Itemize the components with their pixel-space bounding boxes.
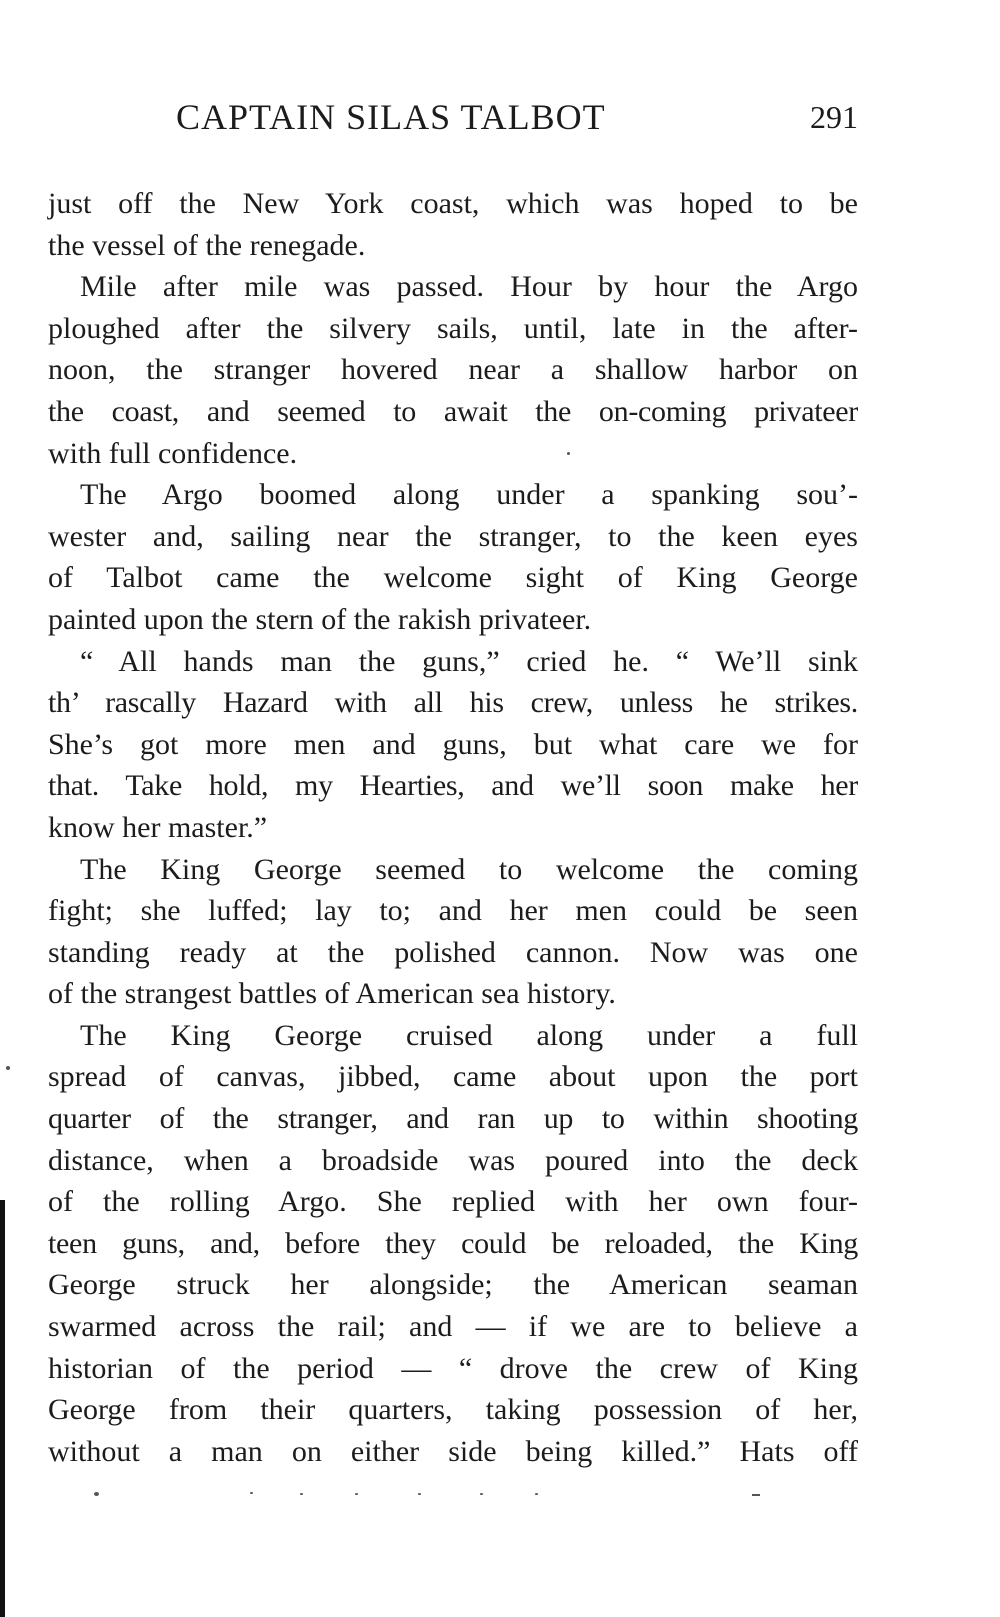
running-title: CAPTAIN SILAS TALBOT xyxy=(176,97,606,137)
page-number: 291 xyxy=(810,99,858,135)
text-line: Mile after mile was passed. Hour by hour the Argo xyxy=(80,270,858,304)
text-line: with full confidence. xyxy=(48,436,298,470)
text-line: George struck her alongside; the American seaman xyxy=(48,1268,858,1302)
page-header xyxy=(48,92,858,142)
text-line: wester and, sailing near the stranger, to the keen eyes xyxy=(48,519,858,553)
text-line: She’s got more men and guns, but what care we for xyxy=(48,727,858,761)
scan-speck xyxy=(6,1066,10,1070)
body-text xyxy=(48,183,858,1472)
text-line: teen guns, and, before they could be reloaded, the King xyxy=(48,1226,858,1260)
paragraph xyxy=(48,1015,858,1473)
text-line: painted upon the stern of the rakish privateer. xyxy=(48,602,592,636)
scan-speck xyxy=(300,1493,303,1495)
text-line: fight; she luffed; lay to; and her men could be seen xyxy=(48,894,858,928)
text-line: distance, when a broadside was poured into the deck xyxy=(48,1143,858,1177)
scan-speck xyxy=(418,1493,421,1495)
text-line: know her master.” xyxy=(48,810,268,844)
text-line: The King George cruised along under a full xyxy=(80,1018,858,1052)
text-line: historian of the period — “ drove the crew of King xyxy=(48,1351,858,1385)
scan-speck xyxy=(94,1492,99,1496)
text-line: The King George seemed to welcome the coming xyxy=(80,852,858,886)
text-line: “ All hands man the guns,” cried he. “ We’ll sink xyxy=(80,644,858,678)
text-line: quarter of the stranger, and ran up to within shooting xyxy=(48,1102,858,1136)
scan-edge-rule xyxy=(0,1200,5,1617)
text-line: that. Take hold, my Hearties, and we’ll soon make her xyxy=(48,769,858,803)
paragraph xyxy=(48,266,858,474)
text-line: standing ready at the polished cannon. Now was one xyxy=(48,935,858,969)
text-line: the vessel of the renegade. xyxy=(48,228,366,262)
paragraph xyxy=(48,641,858,849)
text-line: George from their quarters, taking possession of her, xyxy=(48,1393,858,1427)
text-line: the coast, and seemed to await the on-coming privateer xyxy=(48,394,858,428)
text-line: of the strangest battles of American sea history. xyxy=(48,977,616,1011)
paragraph xyxy=(48,183,858,266)
text-line: without a man on either side being killed.” Hats off xyxy=(48,1434,858,1468)
scan-speck xyxy=(752,1494,760,1496)
text-line: just off the New York coast, which was hoped to be xyxy=(48,187,858,220)
text-line: noon, the stranger hovered near a shallow harbor on xyxy=(48,353,858,387)
text-line: swarmed across the rail; and — if we are to believe a xyxy=(48,1310,858,1344)
text-line: spread of canvas, jibbed, came about upon the port xyxy=(48,1060,858,1094)
paragraph xyxy=(48,474,858,640)
text-line: th’ rascally Hazard with all his crew, unless he strikes. xyxy=(48,686,858,720)
text-line: ploughed after the silvery sails, until, late in the after- xyxy=(48,311,858,345)
scan-speck xyxy=(535,1493,538,1495)
scan-speck xyxy=(355,1493,358,1495)
paragraph xyxy=(48,849,858,1015)
scan-speck xyxy=(250,1492,253,1494)
scan-speck xyxy=(567,452,570,455)
text-line: of the rolling Argo. She replied with her own four- xyxy=(48,1185,858,1219)
scan-speck xyxy=(480,1493,483,1495)
text-line: of Talbot came the welcome sight of King George xyxy=(48,561,858,595)
text-line: The Argo boomed along under a spanking sou’- xyxy=(80,478,858,512)
